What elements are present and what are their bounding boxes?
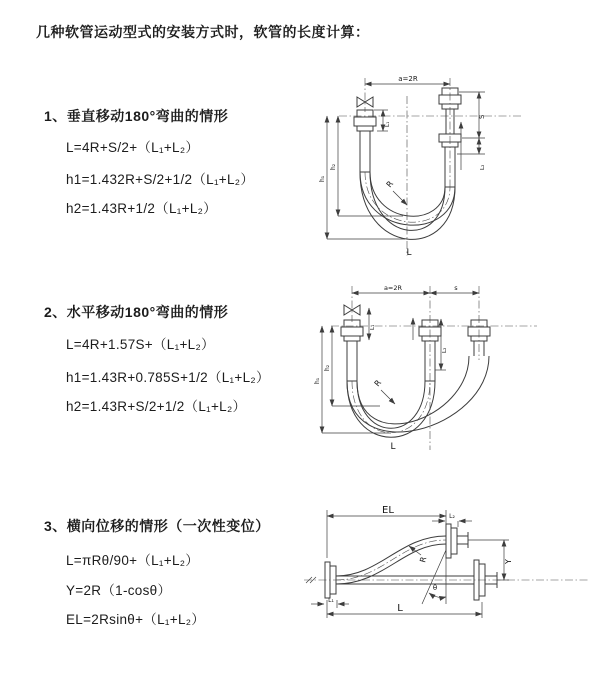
dim-l2-label: L₂ [442,347,448,353]
section-3-formula-L: L=πRθ/90+（L₁+L₂） [66,553,200,568]
dim-a2r [352,284,430,293]
length-label: L [406,248,412,258]
left-hose-end [341,320,363,381]
dim-a2r-label: a=2R [398,75,418,83]
dim-l-label: L [397,603,403,614]
section-3-heading: 3、横向位移的情形（一次性变位） [44,518,270,534]
radius-callout [385,179,407,205]
dim-l1 [369,308,376,340]
radius-callout [409,546,428,564]
dim-a2r-label: a=2R [383,284,403,292]
dim-l1-label: L₁ [385,121,391,127]
section-1-formula-h1: h1=1.432R+S/2+1/2（L₁+L₂） [66,172,255,187]
dim-h1-label: h₁ [319,175,326,182]
dim-l1 [311,597,349,608]
dim-h1-label: h₁ [314,377,321,384]
dim-l2-label: L₂ [480,164,486,170]
left-hose-end [354,110,376,172]
dim-shift-s [430,284,479,293]
length-label: L [390,442,396,452]
dim-el-label: EL [382,505,394,516]
dim-h1 [314,326,391,433]
dim-s-label: S [478,114,486,119]
dim-el [327,505,446,604]
dim-h2 [324,326,380,406]
dim-a2r [365,75,450,84]
hose-u-bends [347,356,489,437]
centerlines [339,78,523,256]
dim-l1-label: L₁ [328,597,334,604]
diagram-lateral-displacement [296,500,596,640]
dim-l [327,600,482,618]
section-3-formula-Y: Y=2R（1-cosθ） [66,583,172,598]
dim-shift-label: s [454,284,458,292]
diagram-horizontal-180-bend [305,278,590,460]
section-1-formula-L: L=4R+S/2+（L₁+L₂） [66,140,200,155]
section-2-formula-h2: h2=1.43R+S/2+1/2（L₁+L₂） [66,399,247,414]
dim-s [459,92,486,138]
section-1-formula-h2: h2=1.43R+1/2（L₁+L₂） [66,201,217,216]
angle-theta-label: θ [432,584,438,592]
dim-l1-label: L₁ [370,324,376,330]
radius-label: R [372,378,384,389]
dim-h2-label: h₂ [324,364,331,371]
radius-label: R [384,179,396,190]
section-2-heading: 2、水平移动180°弯曲的情形 [44,304,229,320]
section-3-formula-EL: EL=2Rsinθ+（L₁+L₂） [66,612,206,627]
dim-h2-label: h₂ [330,163,337,170]
dim-l1 [374,110,391,131]
section-2-formula-h1: h1=1.43R+0.785S+1/2（L₁+L₂） [66,370,270,385]
upper-right-hose-end [446,524,468,558]
dim-l2 [432,513,472,527]
radius-label: R [418,555,429,564]
section-2-formula-L: L=4R+1.57S+（L₁+L₂） [66,337,215,352]
hose-u-bend [360,172,455,239]
displaced-hose-s-curve [336,536,446,584]
page-title: 几种软管运动型式的安装方式时，软管的长度计算： [36,24,370,40]
dim-l2-label: L₂ [449,513,455,520]
dim-h1 [319,116,405,239]
section-1-heading: 1、垂直移动180°弯曲的情形 [44,108,229,124]
centerlines [331,286,537,450]
radius-callout [373,378,395,404]
middle-hose-end [413,318,441,381]
diagram-vertical-180-bend [305,70,595,265]
dim-y-label: Y [504,559,513,564]
